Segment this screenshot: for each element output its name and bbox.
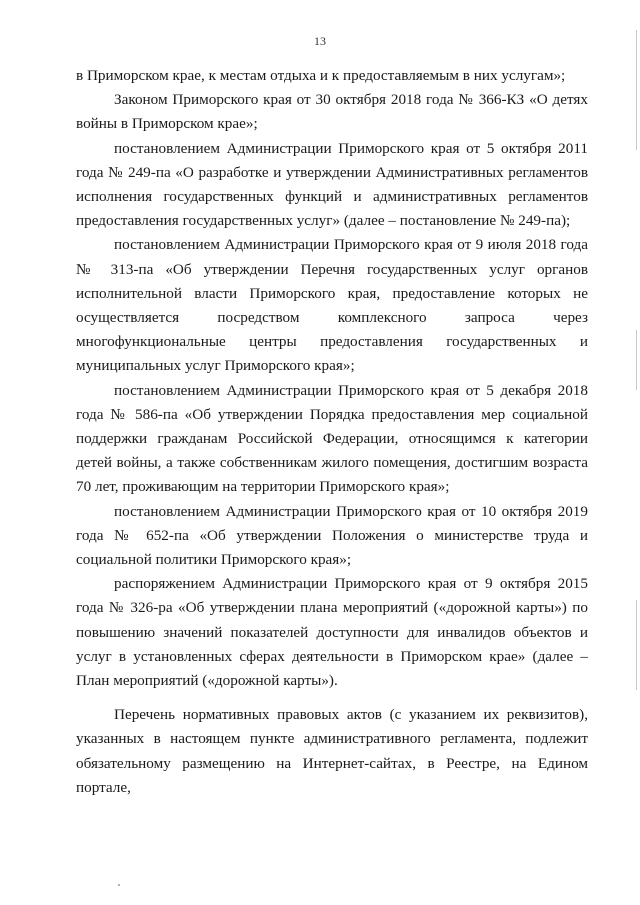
scan-edge-mark xyxy=(636,30,637,150)
paragraph-1: в Приморском крае, к местам отдыха и к предоставляемым в них услугам»; xyxy=(76,67,566,84)
paragraph-2: Законом Приморского края от 30 октября 2018 года № 366-КЗ «О детях войны в Приморском крае»; xyxy=(76,91,588,133)
scan-edge-mark xyxy=(636,330,637,390)
paragraph-4: постановлением Администрации Приморского края от 9 июля 2018 года № 313-па «Об утверждении Перечня государственных услуг органов исполнительной власти Приморского края, предоставление которых не осуществляется посредством комплексного запроса через многофункциональные центры предоставления государственных и муниципальных услуг Приморского края»; xyxy=(76,236,588,375)
document-body xyxy=(76,64,588,800)
paragraph-5: постановлением Администрации Приморского края от 5 декабря 2018 года № 586-па «Об утверждении Порядка предоставления мер социальной поддержки гражданам Российской Федерации, относящимся к категории детей войны, а также собственникам жилого помещения, достигшим возраста 70 лет, проживающим на территории Приморского края»; xyxy=(76,381,588,496)
paragraph-6: постановлением Администрации Приморского края от 10 октября 2019 года № 652-па «Об утверждении Положения о министерстве труда и социальной политики Приморского края»; xyxy=(76,502,588,569)
scan-edge-mark xyxy=(636,600,637,690)
paragraph-3: постановлением Администрации Приморского края от 5 октября 2011 года № 249-па «О разработке и утверждении Административных регламентов исполнения государственных функций и административных регламентов предоставления государственных услуг» (далее – постановление № 249-па); xyxy=(76,139,588,230)
page-number: 13 xyxy=(314,34,326,48)
scan-dot xyxy=(118,884,120,886)
paragraph-8: Перечень нормативных правовых актов (с указанием их реквизитов), указанных в настоящем пункте административного регламента, подлежит обязательному размещению на Интернет-сайтах, в Реестре, на Едином портале, xyxy=(76,706,588,796)
paragraph-7: распоряжением Администрации Приморского края от 9 октября 2015 года № 326-ра «Об утверждении плана мероприятий («дорожной карты») по повышению значений показателей доступности для инвалидов объектов и услуг в установленных сферах деятельности в Приморском крае» (далее – План мероприятий («дорожной карты»). xyxy=(76,575,588,690)
